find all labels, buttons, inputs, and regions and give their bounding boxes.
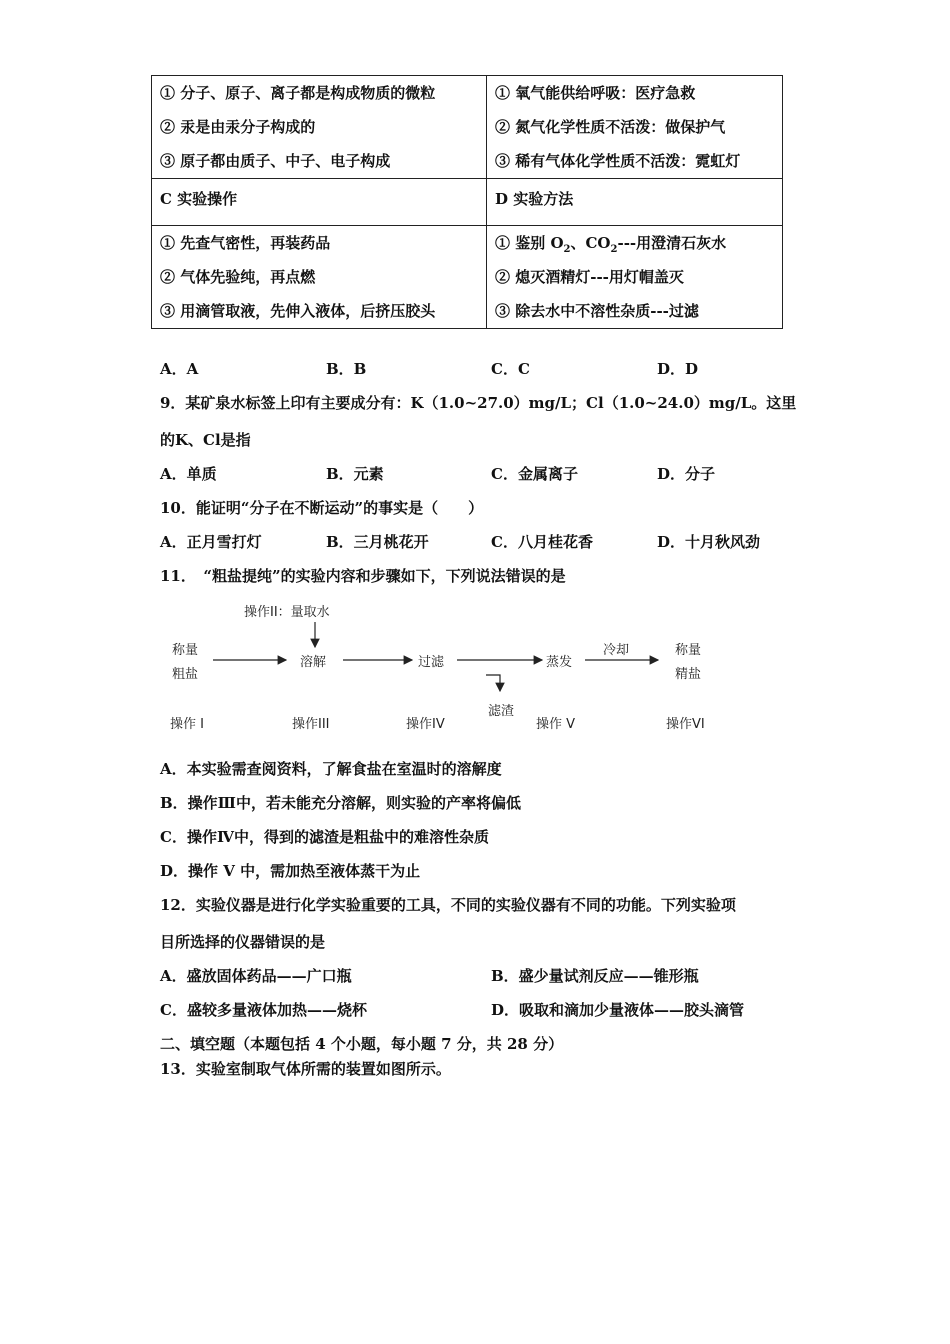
q9-option-a[interactable]: A．单质 <box>160 465 217 483</box>
q9-stem-line1: 9．某矿泉水标签上印有主要成分有：K（1.0~27.0）mg/L；Cl（1.0~24.0）mg/L。这里 <box>160 394 797 412</box>
q9-option-c[interactable]: C．金属离子 <box>491 465 578 483</box>
q12-option-b[interactable]: B．盛少量试剂反应——锥形瓶 <box>491 967 699 985</box>
cell-d-items <box>487 226 783 329</box>
table-line: ① 分子、原子、离子都是构成物质的微粒 <box>160 84 436 102</box>
q8-option-b[interactable]: B．B <box>326 360 367 378</box>
arrow-filter-to-residue <box>486 675 500 691</box>
table-text: ① 鉴别 O <box>495 234 564 252</box>
knowledge-table <box>151 75 783 329</box>
q8-option-c[interactable]: C．C <box>491 360 530 378</box>
q10-option-d[interactable]: D．十月秋风劲 <box>657 533 761 551</box>
flow-dissolve: 溶解 <box>300 655 327 670</box>
table-line: ② 汞是由汞分子构成的 <box>160 118 316 136</box>
flow-weigh1: 称量 <box>172 643 199 658</box>
cell-a-items <box>152 76 487 179</box>
salt-purification-flowchart <box>160 597 780 742</box>
header-d: D 实验方法 <box>487 179 783 226</box>
table-line: ③ 原子都由质子、中子、电子构成 <box>160 152 391 170</box>
q12-option-a[interactable]: A．盛放固体药品——广口瓶 <box>160 967 352 985</box>
cell-c-items <box>152 226 487 329</box>
q11-option-c[interactable]: C．操作Ⅳ中，得到的滤渣是粗盐中的难溶性杂质 <box>160 828 489 846</box>
q11-stem: 11． “粗盐提纯”的实验内容和步骤如下，下列说法错误的是 <box>160 567 566 585</box>
flow-residue: 滤渣 <box>488 704 515 719</box>
flow-op2-label: 操作II：量取水 <box>244 605 330 620</box>
table-line: ② 熄灭酒精灯---用灯帽盖灭 <box>495 268 684 286</box>
table-line: ① 氧气能供给呼吸：医疗急救 <box>495 84 696 102</box>
flow-refined-salt: 精盐 <box>675 667 702 682</box>
table-line: ② 气体先验纯，再点燃 <box>160 268 316 286</box>
q8-option-d[interactable]: D．D <box>657 360 699 378</box>
section-2-heading: 二、填空题（本题包括 4 个小题，每小题 7 分，共 28 分） <box>160 1035 564 1053</box>
q12-option-c[interactable]: C．盛较多量液体加热——烧杯 <box>160 1001 367 1019</box>
q10-option-b[interactable]: B．三月桃花开 <box>326 533 429 551</box>
flow-crude-salt: 粗盐 <box>172 667 199 682</box>
subscript: 2 <box>563 244 571 255</box>
q8-option-a[interactable]: A．A <box>160 360 199 378</box>
flow-op1: 操作 I <box>170 717 204 732</box>
table-line: ① 先查气密性，再装药品 <box>160 234 331 252</box>
flow-cool: 冷却 <box>603 643 630 658</box>
flow-op4: 操作IV <box>406 717 445 732</box>
table-line: ③ 稀有气体化学性质不活泼：霓虹灯 <box>495 152 741 170</box>
flow-filter: 过滤 <box>418 655 445 670</box>
q12-option-d[interactable]: D．吸取和滴加少量液体——胶头滴管 <box>491 1001 745 1019</box>
flow-op6: 操作VI <box>666 717 705 732</box>
flow-evaporate: 蒸发 <box>546 655 573 670</box>
header-c: C 实验操作 <box>152 179 487 226</box>
table-line: ③ 用滴管取液，先伸入液体，后挤压胶头 <box>160 302 436 320</box>
q9-option-d[interactable]: D．分子 <box>657 465 716 483</box>
table-line: ③ 除去水中不溶性杂质---过滤 <box>495 302 699 320</box>
flow-op5: 操作 V <box>536 717 576 732</box>
q11-option-d[interactable]: D．操作 V 中，需加热至液体蒸干为止 <box>160 862 421 880</box>
q12-stem-line2: 目所选择的仪器错误的是 <box>160 933 326 951</box>
q11-option-a[interactable]: A．本实验需查阅资料，了解食盐在室温时的溶解度 <box>160 760 502 778</box>
subscript: 2 <box>610 244 618 255</box>
table-line: ② 氮气化学性质不活泼：做保护气 <box>495 118 726 136</box>
q12-stem-line1: 12．实验仪器是进行化学实验重要的工具，不同的实验仪器有不同的功能。下列实验项 <box>160 896 736 914</box>
q13-stem: 13．实验室制取气体所需的装置如图所示。 <box>160 1060 451 1078</box>
q10-option-c[interactable]: C．八月桂花香 <box>491 533 593 551</box>
q10-option-a[interactable]: A．正月雪打灯 <box>160 533 262 551</box>
q11-option-b[interactable]: B．操作Ⅲ中，若未能充分溶解，则实验的产率将偏低 <box>160 794 521 812</box>
q9-stem-line2: 的K、Cl是指 <box>160 431 251 449</box>
cell-b-items <box>487 76 783 179</box>
flow-op3: 操作III <box>292 717 330 732</box>
q10-stem: 10．能证明“分子在不断运动”的事实是（ ） <box>160 499 484 517</box>
flow-weigh2: 称量 <box>675 643 702 658</box>
q9-option-b[interactable]: B．元素 <box>326 465 384 483</box>
table-text: 、CO <box>570 234 611 252</box>
table-line <box>495 226 774 260</box>
table-text: ---用澄清石灰水 <box>617 234 727 252</box>
